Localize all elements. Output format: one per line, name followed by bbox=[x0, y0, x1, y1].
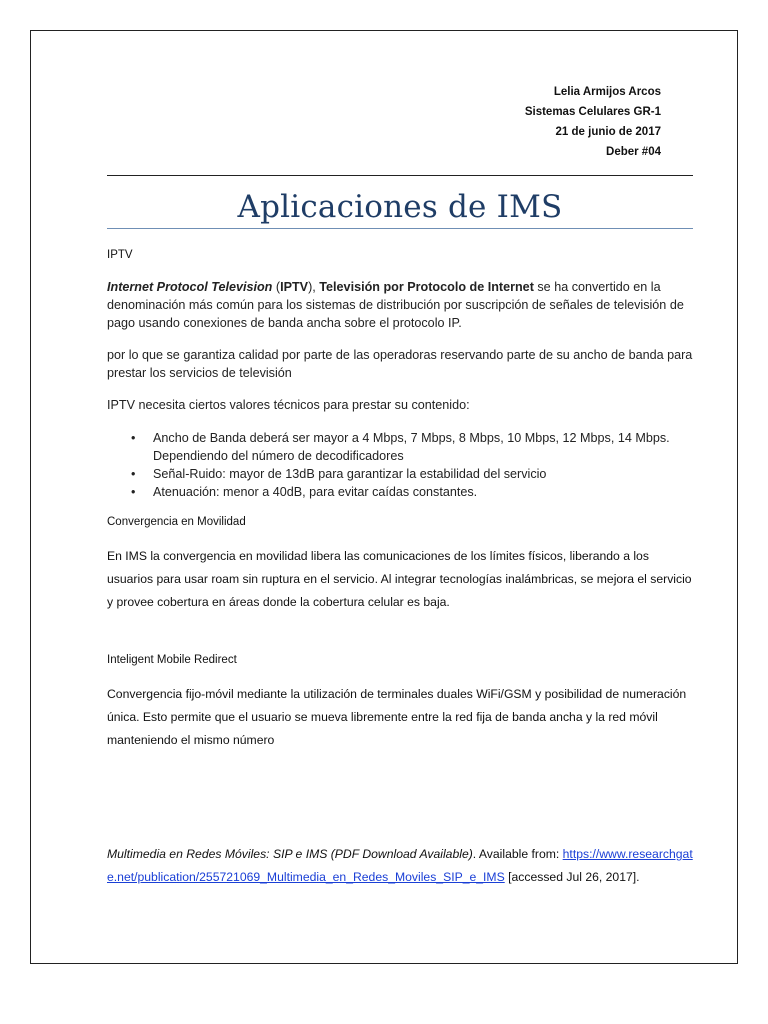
document-date: 21 de junio de 2017 bbox=[555, 126, 661, 138]
assignment-number: Deber #04 bbox=[606, 146, 661, 158]
section-heading-redirect: Inteligent Mobile Redirect bbox=[107, 654, 237, 666]
iptv-requirements-list bbox=[107, 429, 693, 501]
reference-available: . Available from: bbox=[472, 847, 563, 861]
title-underline bbox=[107, 228, 693, 229]
author-name: Lelia Armijos Arcos bbox=[553, 86, 661, 98]
iptv-text-b: ), bbox=[308, 280, 320, 294]
document-header bbox=[525, 82, 661, 162]
document-page bbox=[30, 30, 738, 964]
reference-citation bbox=[107, 843, 693, 889]
redirect-paragraph: Convergencia fijo-móvil mediante la utilización de terminales duales WiFi/GSM y posibilidad de numeración única. Esto permite que el usuario se mueva libremente entre la red fija de banda ancha y la red móvil manteniendo el mismo número bbox=[107, 687, 687, 747]
iptv-term-en: Internet Protocol Television bbox=[107, 280, 273, 294]
iptv-term-es: Televisión por Protocolo de Internet bbox=[319, 280, 534, 294]
page-title: Aplicaciones de IMS bbox=[237, 189, 563, 225]
convergencia-paragraph: En IMS la convergencia en movilidad libera las comunicaciones de los límites físicos, liberando a los usuarios para usar roam sin ruptura en el servicio. Al integrar tecnologías inalámbricas, se mejora el servicio y provee cobertura en áreas donde la cobertura celular es baja. bbox=[107, 549, 692, 609]
list-item: • Señal-Ruido: mayor de 13dB para garantizar la estabilidad del servicio bbox=[107, 465, 693, 483]
iptv-text-c: se ha convertido en la denominación más común para los sistemas de distribución por suscripción de señales de televisión de pago usando conexiones de banda ancha sobre el protocolo IP. bbox=[107, 280, 684, 330]
reference-source: Multimedia en Redes Móviles: SIP e IMS (PDF Download Available) bbox=[107, 847, 473, 861]
iptv-text-a: ( bbox=[272, 280, 281, 294]
iptv-paragraph-3: IPTV necesita ciertos valores técnicos para prestar su contenido: bbox=[107, 398, 470, 412]
iptv-paragraph-2: por lo que se garantiza calidad por parte de las operadoras reservando parte de su ancho de banda para prestar los servicios de televisión bbox=[107, 348, 693, 380]
iptv-paragraph-1 bbox=[107, 278, 693, 332]
section-heading-iptv: IPTV bbox=[107, 249, 133, 261]
course-name: Sistemas Celulares GR-1 bbox=[524, 106, 661, 118]
list-item: • Atenuación: menor a 40dB, para evitar caídas constantes. bbox=[107, 483, 693, 501]
reference-link[interactable]: https://www.researchgate.net/publication/255721069_Multimedia_en_Redes_Moviles_SIP_e_IMS bbox=[107, 847, 693, 884]
reference-accessed: [accessed Jul 26, 2017]. bbox=[504, 870, 640, 884]
section-heading-convergencia: Convergencia en Movilidad bbox=[107, 516, 246, 528]
list-item: • Ancho de Banda deberá ser mayor a 4 Mbps, 7 Mbps, 8 Mbps, 10 Mbps, 12 Mbps, 14 Mbps. Dependiendo del número de decodificadores bbox=[107, 429, 693, 465]
header-divider bbox=[107, 175, 693, 176]
iptv-acronym: IPTV bbox=[280, 280, 309, 294]
